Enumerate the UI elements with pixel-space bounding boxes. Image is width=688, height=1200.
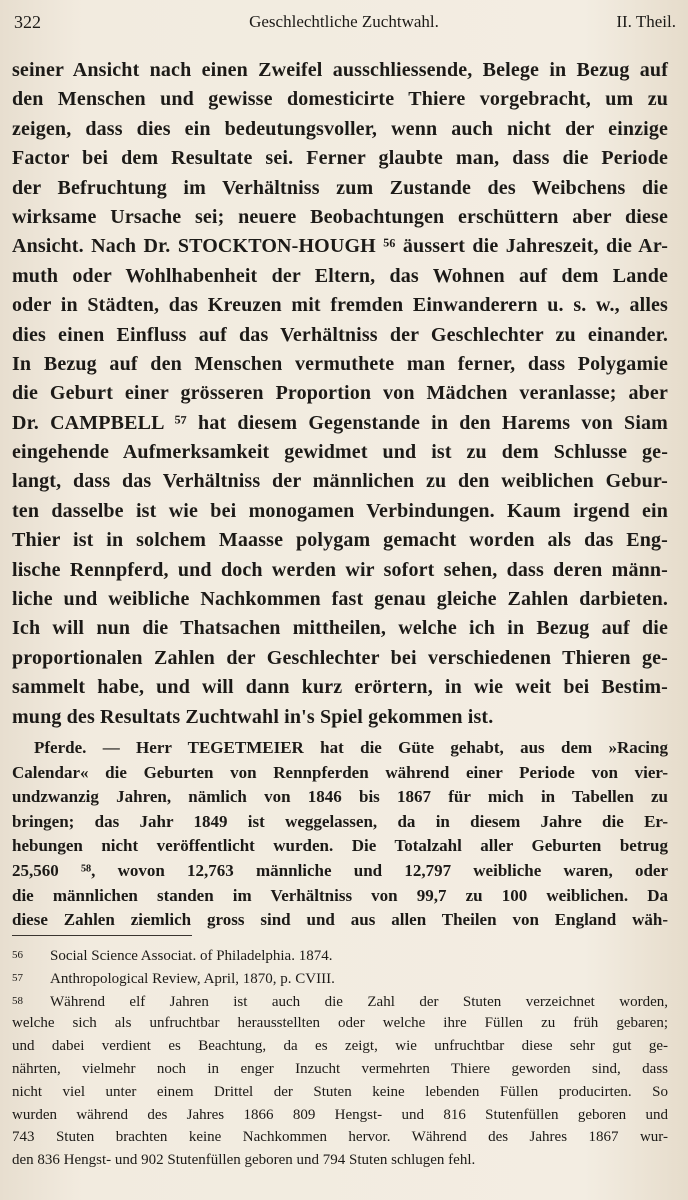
footnote-number: 56 <box>12 949 23 961</box>
footnotes <box>12 944 668 1172</box>
text-line: sammelt habe, und will dann kurz erörtern, in wie weit bei Bestim- <box>12 676 668 699</box>
section-line: hebungen nicht veröffentlicht wurden. Die Totalzahl aller Geburten betrug <box>12 836 668 856</box>
footnote-line: nicht viel unter einem Drittel der Stuten keine lebenden Füllen producirten. So <box>12 1083 668 1100</box>
text-line: die Geburt einer grösseren Proportion von Mädchen veranlasse; aber <box>12 382 668 405</box>
footnote-number: 58 <box>12 994 23 1007</box>
section-line: die männlichen standen im Verhältniss von 99,7 zu 100 weiblichen. Da <box>12 885 668 905</box>
footnote-58 <box>12 990 668 1013</box>
text-line: oder in Städten, das Kreuzen mit fremden Einwanderern u. s. w., alles <box>12 294 668 317</box>
text-line: langt, dass das Verhältniss der männlichen zu den weiblichen Gebur- <box>12 470 668 493</box>
section-line: bringen; das Jahr 1849 ist weggelassen, da in diesem Jahre die Er- <box>12 811 668 831</box>
text-line: der Befruchtung im Verhältniss zum Zustande des Weibchens die <box>12 176 668 199</box>
text-line: Ansicht. Nach Dr. STOCKTON-HOUGH ⁵⁶ äussert die Jahreszeit, die Ar- <box>12 235 668 258</box>
footnote-number: 57 <box>12 971 23 984</box>
footnote-text: Social Science Associat. of Philadelphia. 1874. <box>50 948 333 964</box>
footnote-text: Anthropological Review, April, 1870, p. CVIII. <box>50 970 335 987</box>
text-line: wirksame Ursache sei; neuere Beobachtungen erschüttern aber diese <box>12 205 668 228</box>
footnote-line: nährten, vielmehr noch in enger Inzucht vermehrten Thiere geworden sind, dass <box>12 1060 668 1077</box>
text-line: In Bezug auf den Menschen vermuthete man ferner, dass Polygamie <box>12 352 668 375</box>
footnote-line: den 836 Hengst- und 902 Stutenfüllen geboren und 794 Stuten schlugen fehl. <box>12 1152 476 1169</box>
text-line: zeigen, dass dies ein bedeutungsvoller, wenn auch nicht der einzige <box>12 117 668 140</box>
text-line: ten dasselbe ist wie bei monogamen Verbindungen. Kaum irgend ein <box>12 499 668 522</box>
text-line: seiner Ansicht nach einen Zweifel ausschliessende, Belege in Bezug auf <box>12 59 668 81</box>
section-line: Calendar« die Geburten von Rennpferden während einer Periode von vier- <box>12 762 668 782</box>
text-line: mung des Resultats Zuchtwahl in's Spiel gekommen ist. <box>12 705 494 728</box>
main-paragraph <box>12 56 668 732</box>
text-line: eingehende Aufmerksamkeit gewidmet und ist zu dem Schlusse ge- <box>12 441 668 464</box>
running-title: Geschlechtliche Zuchtwahl. <box>249 12 439 31</box>
section-line: Pferde. — Herr TEGETMEIER hat die Güte gehabt, aus dem »Racing <box>34 737 668 757</box>
text-line: proportionalen Zahlen der Geschlechter bei verschiedenen Thieren ge- <box>12 646 668 669</box>
footnote-57 <box>12 967 668 990</box>
section-line: undzwanzig Jahren, nämlich von 1846 bis 1867 für mich in Tabellen zu <box>12 787 668 807</box>
body-text <box>12 56 668 933</box>
text-line: dies einen Einfluss auf das Verhältniss der Geschlechter zu einander. <box>12 323 668 346</box>
text-line: Thier ist in solchem Maasse polygam gemacht worden als das Eng- <box>12 529 668 552</box>
footnote-divider <box>12 935 192 936</box>
section-line: 25,560 ⁵⁸, wovon 12,763 männliche und 12,797 weibliche waren, oder <box>12 860 668 880</box>
part-label: II. Theil. <box>616 12 676 31</box>
text-line: lische Rennpferd, und doch werden wir sofort sehen, dass deren männ- <box>12 558 668 581</box>
text-line: liche und weibliche Nachkommen fast genau gleiche Zahlen darbieten. <box>12 588 668 611</box>
text-line: Dr. CAMPBELL ⁵⁷ hat diesem Gegenstande in den Harems von Siam <box>12 411 668 434</box>
text-line: Factor bei dem Resultate sei. Ferner glaubte man, dass die Periode <box>12 147 668 170</box>
footnote-line: wurden während des Jahres 1866 809 Hengst- und 816 Stutenfüllen geboren und <box>12 1106 668 1123</box>
section-pferde <box>12 736 668 933</box>
footnote-line: 743 Stuten brachten keine Nachkommen hervor. Während des Jahres 1867 wur- <box>12 1129 668 1146</box>
text-line: muth oder Wohlhabenheit der Eltern, das Wohnen auf dem Lande <box>12 264 668 287</box>
footnote-text: Während elf Jahren ist auch die Zahl der Stuten verzeichnet worden, <box>50 993 668 1010</box>
text-line: den Menschen und gewisse domesticirte Thiere vorgebracht, um zu <box>12 88 668 111</box>
footnote-line: und dabei verdient es Beachtung, da es zeigt, wie unfruchtbar diese sehr gut ge- <box>12 1038 668 1055</box>
page-header <box>10 12 678 42</box>
footnote-56 <box>12 944 668 967</box>
section-line: diese Zahlen ziemlich gross sind und aus allen Theilen von England wäh- <box>12 910 668 930</box>
text-line: Ich will nun die Thatsachen mittheilen, welche ich in Bezug auf die <box>12 617 668 640</box>
footnote-line: welche sich als unfruchtbar herausstellten oder welche ihre Füllen zu früh gebaren; <box>12 1015 668 1032</box>
page-number: 322 <box>14 12 41 32</box>
